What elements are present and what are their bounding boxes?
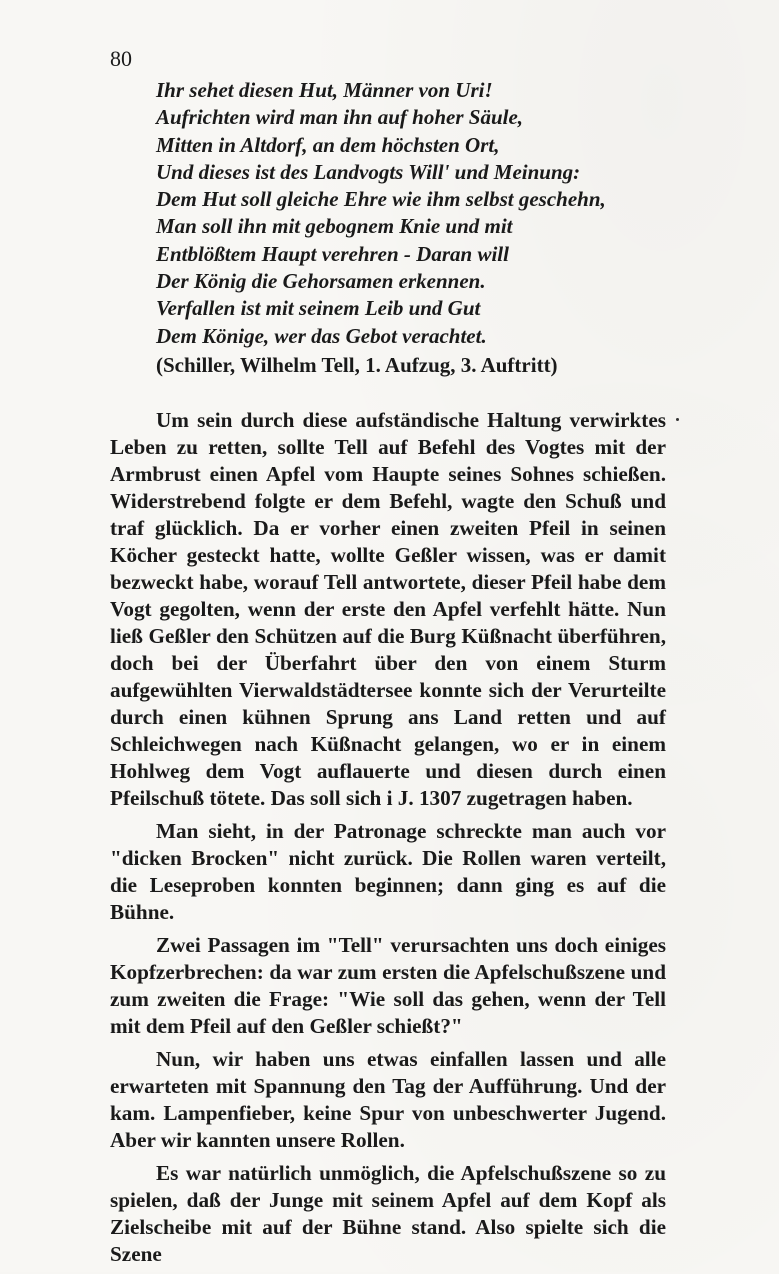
- poem-quote: [156, 77, 626, 350]
- poem-line: Dem Hut soll gleiche Ehre wie ihm selbst geschehn,: [156, 187, 606, 212]
- poem-line: Der König die Gehorsamen erkennen.: [156, 269, 486, 294]
- quote-citation: (Schiller, Wilhelm Tell, 1. Aufzug, 3. Auftritt): [156, 353, 558, 377]
- poem-line: Entblößtem Haupt verehren - Daran will: [156, 241, 509, 266]
- poem-line: Ihr sehet diesen Hut, Männer von Uri!: [156, 78, 493, 102]
- print-speck: [676, 418, 679, 421]
- paragraph: Nun, wir haben uns etwas einfallen lassen und alle erwarteten mit Spannung den Tag der Aufführung. Und der kam. Lampenfieber, keine Spur von unbeschwerter Jugend. Aber wir kannten unsere Rollen.: [110, 1047, 666, 1152]
- poem-line: Und dieses ist des Landvogts Will' und Meinung:: [156, 159, 581, 184]
- poem-line: Man soll ihn mit gebognem Knie und mit: [156, 214, 513, 239]
- paragraph: Man sieht, in der Patronage schreckte man auch vor "dicken Brocken" nicht zurück. Die Rollen waren verteilt, die Leseproben konnten beginnen; dann ging es auf die Bühne.: [110, 819, 666, 924]
- poem-line: Verfallen ist mit seinem Leib und Gut: [156, 296, 481, 321]
- poem-line: Aufrichten wird man ihn auf hoher Säule,: [156, 105, 524, 130]
- paragraph: Es war natürlich unmöglich, die Apfelschußszene so zu spielen, daß der Junge mit seinem Apfel auf dem Kopf als Zielscheibe mit auf der Bühne stand. Also spielte sich die Szene: [110, 1161, 666, 1266]
- poem-line: Mitten in Altdorf, an dem höchsten Ort,: [156, 132, 500, 157]
- paragraph: Zwei Passagen im "Tell" verursachten uns doch einiges Kopfzerbrechen: da war zum ersten die Apfelschußszene und zum zweiten die Frage: "Wie soll das gehen, wenn der Tell mit dem Pfeil auf den Geßler schießt?": [110, 933, 666, 1038]
- page-number: 80: [110, 46, 132, 71]
- paragraph: Um sein durch diese aufständische Haltung verwirktes Leben zu retten, sollte Tell auf Befehl des Vogtes mit der Armbrust einen Apfel vom Haupte seines Sohnes schießen. Widerstrebend folgte er dem Befehl, wagte den Schuß und traf glücklich. Da er vorher einen zweiten Pfeil in seinen Köcher gesteckt hatte, wollte Geßler wissen, was er damit bezweckt habe, worauf Tell antwortete, dieser Pfeil habe dem Vogt gegolten, wenn der erste den Apfel verfehlt hätte. Nun ließ Geßler den Schützen auf die Burg Küßnacht überführen, doch bei der Überfahrt über den von einem Sturm aufgewühlten Vierwaldstädtersee konnte sich der Verurteilte durch einen kühnen Sprung ans Land retten und auf Schleichwegen nach Küßnacht gelangen, wo er in einem Hohlweg dem Vogt auflauerte und diesen durch einen Pfeilschuß tötete. Das soll sich i J. 1307 zugetragen haben.: [110, 408, 666, 810]
- body-text: [110, 407, 666, 1274]
- poem-line: Dem Könige, wer das Gebot verachtet.: [156, 323, 487, 348]
